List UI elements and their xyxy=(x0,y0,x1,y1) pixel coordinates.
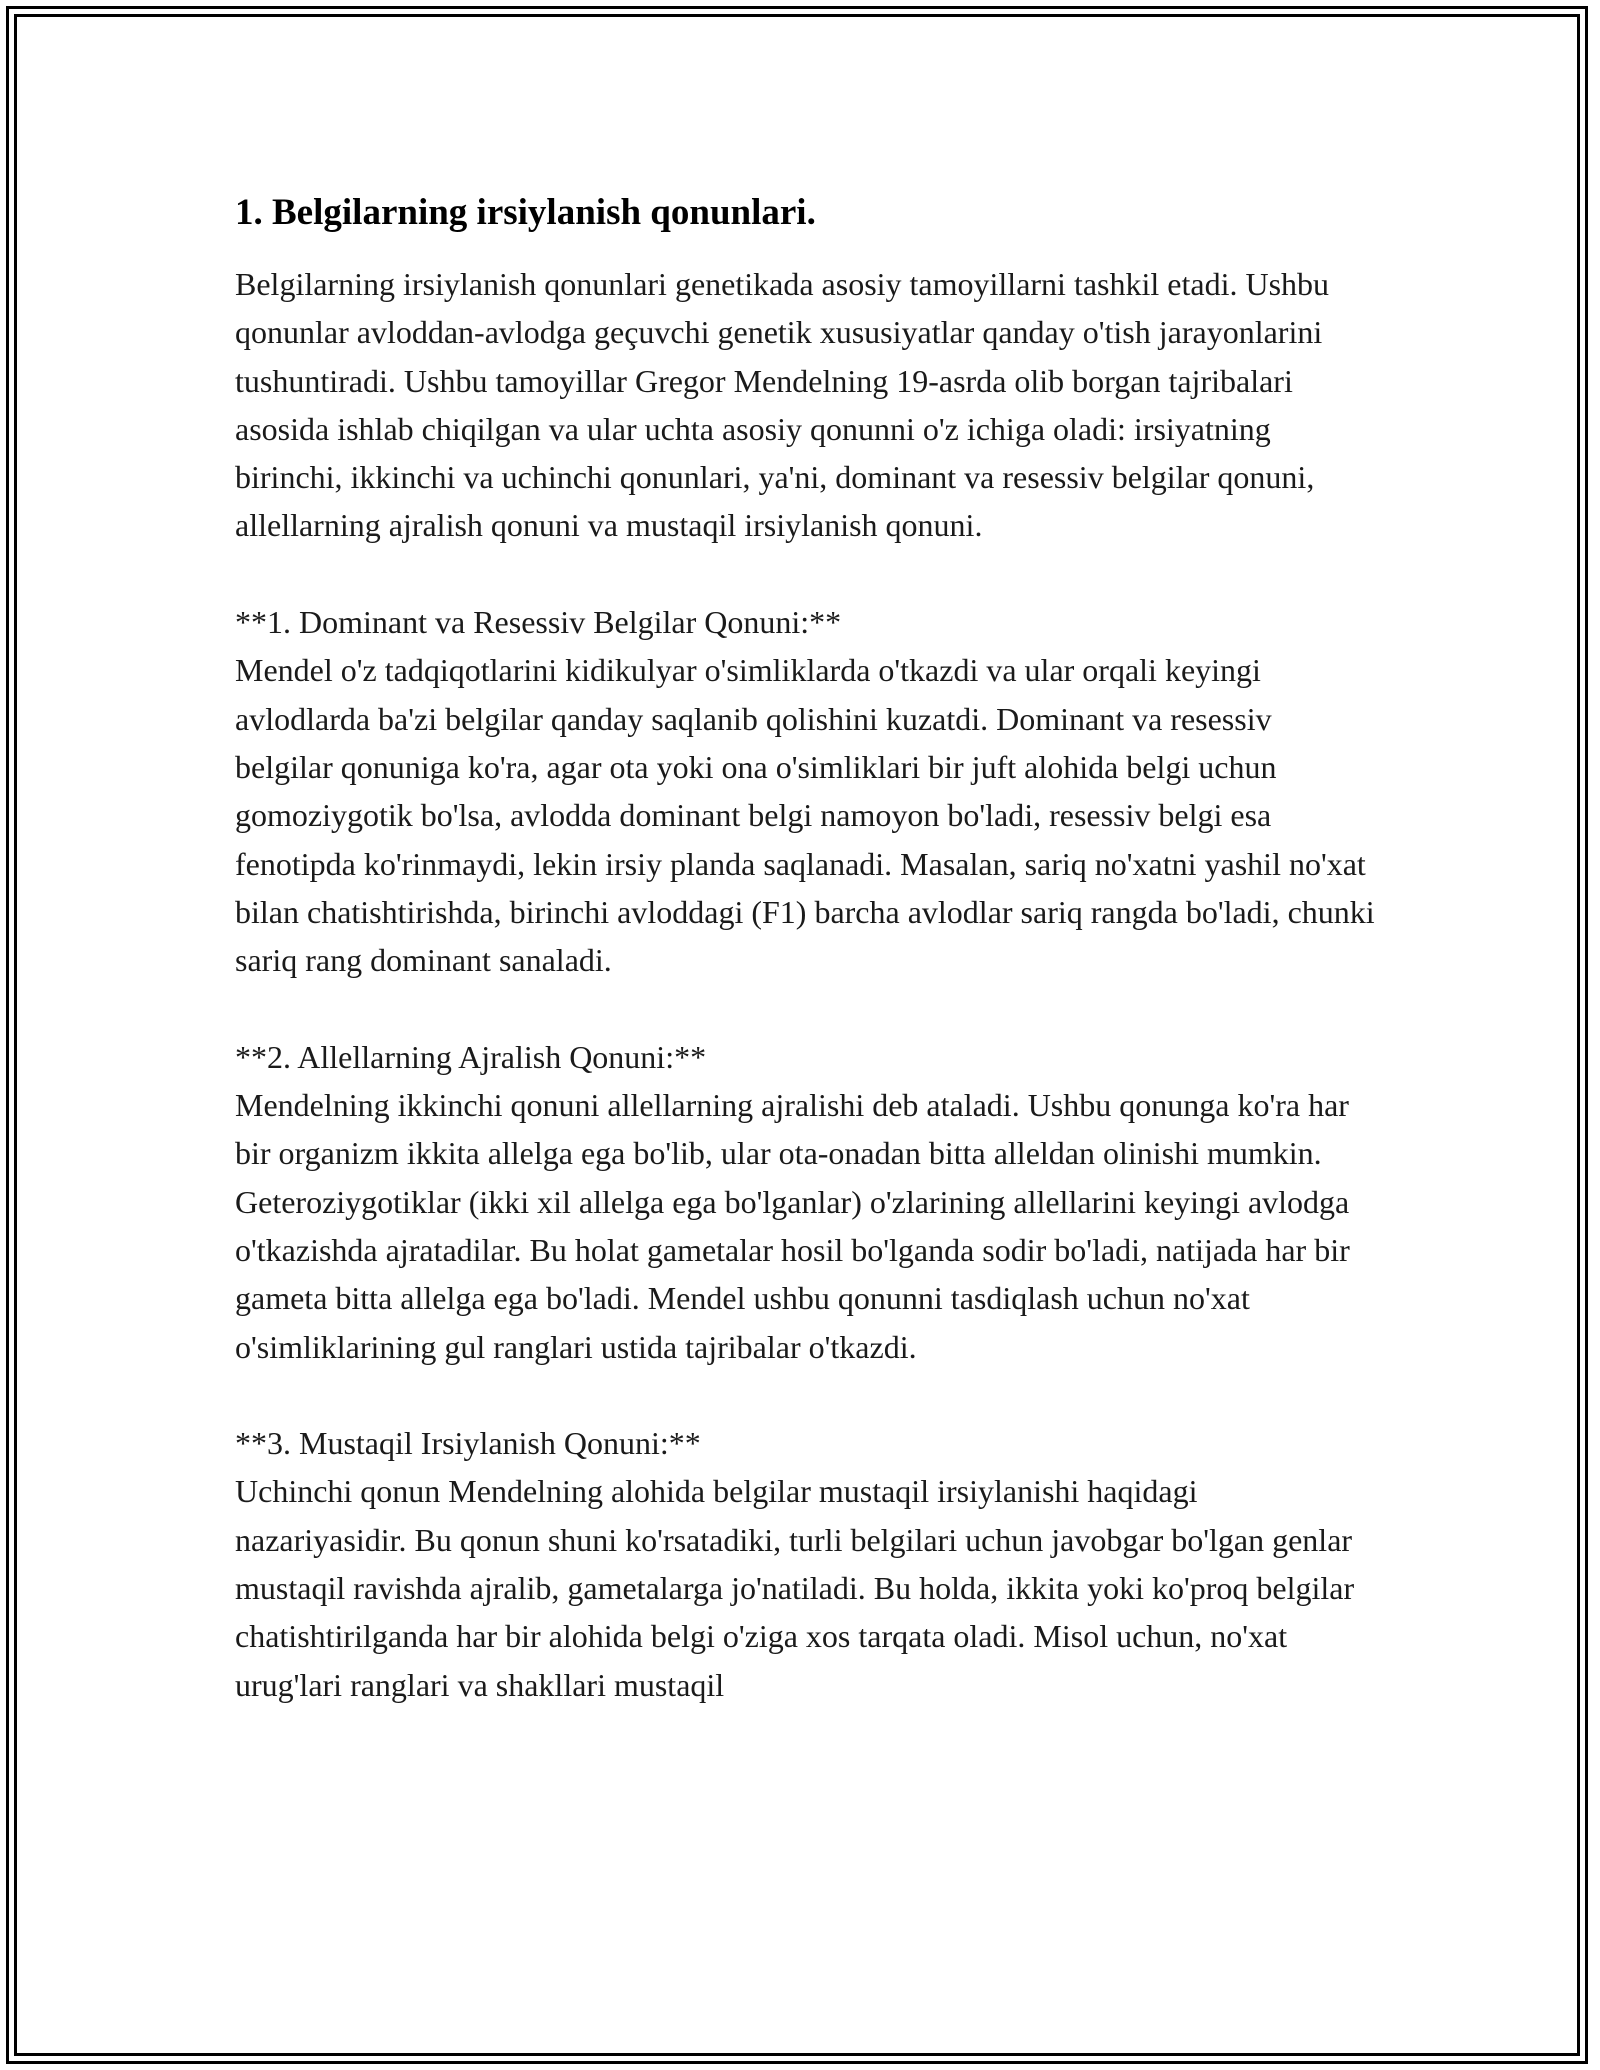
section-paragraph: Mendelning ikkinchi qonuni allellarning ajralishi deb ataladi. Ushbu qonunga ko'ra har bir organizm ikkita allelga ega bo'lib, ular ota-onadan bitta alleldan olinishi mumkin. Geteroziygotiklar (ikki xil allelga ega bo'lganlar) o'zlarining allellarini keyingi avlodga o'tkazishda ajratadilar. Bu holat gametalar hosil bo'lganda sodir bo'ladi, natijada har bir gameta bitta allelga ega bo'ladi. Mendel ushbu qonunni tasdiqlash uchun no'xat o'simliklarining gul ranglari ustida tajribalar o'tkazdi. xyxy=(235,1087,1350,1365)
section-allele-segregation xyxy=(235,1033,1375,1371)
section-heading: **1. Dominant va Resessiv Belgilar Qonuni:** xyxy=(235,604,842,641)
section-dominant-recessive xyxy=(235,598,1375,984)
section-paragraph: Uchinchi qonun Mendelning alohida belgilar mustaqil irsiylanishi haqidagi nazariyasidir. Bu qonun shuni ko'rsatadiki, turli belgilari uchun javobgar bo'lgan genlar mustaqil ravishda ajralib, gametalarga jo'natiladi. Bu holda, ikkita yoki ko'proq belgilar chatishtirilganda har bir alohida belgi o'ziga xos tarqata oladi. Misol uchun, no'xat urug'lari ranglari va shakllari mustaqil xyxy=(235,1473,1355,1703)
section-heading: **3. Mustaqil Irsiylanish Qonuni:** xyxy=(235,1425,701,1462)
document-body xyxy=(235,188,1375,1709)
section-heading: **2. Allellarning Ajralish Qonuni:** xyxy=(235,1038,707,1075)
intro-paragraph: Belgilarning irsiylanish qonunlari genetikada asosiy tamoyillarni tashkil etadi. Ushbu qonunlar avloddan-avlodga geçuvchi genetik xususiyatlar qanday o'tish jarayonlarini tushuntiradi. Ushbu tamoyillar Gregor Mendelning 19-asrda olib borgan tajribalari asosida ishlab chiqilgan va ular uchta asosiy qonunni o'z ichiga oladi: irsiyatning birinchi, ikkinchi va uchinchi qonunlari, ya'ni, dominant va resessiv belgilar qonuni, allellarning ajralish qonuni va mustaqil irsiylanish qonuni. xyxy=(235,266,1330,544)
section-independent-assortment xyxy=(235,1419,1375,1709)
document-title: 1. Belgilarning irsiylanish qonunlari. xyxy=(235,192,816,233)
section-paragraph: Mendel o'z tadqiqotlarini kidikulyar o'simliklarda o'tkazdi va ular orqali keyingi avlodlarda ba'zi belgilar qanday saqlanib qolishini kuzatdi. Dominant va resessiv belgilar qonuniga ko'ra, agar ota yoki ona o'simliklari bir juft alohida belgi uchun gomoziygotik bo'lsa, avlodda dominant belgi namoyon bo'ladi, resessiv belgi esa fenotipda ko'rinmaydi, lekin irsiy planda saqlanadi. Masalan, sariq no'xatni yashil no'xat bilan chatishtirishda, birinchi avloddagi (F1) barcha avlodlar sariq rangda bo'ladi, chunki sariq rang dominant sanaladi. xyxy=(235,652,1375,979)
